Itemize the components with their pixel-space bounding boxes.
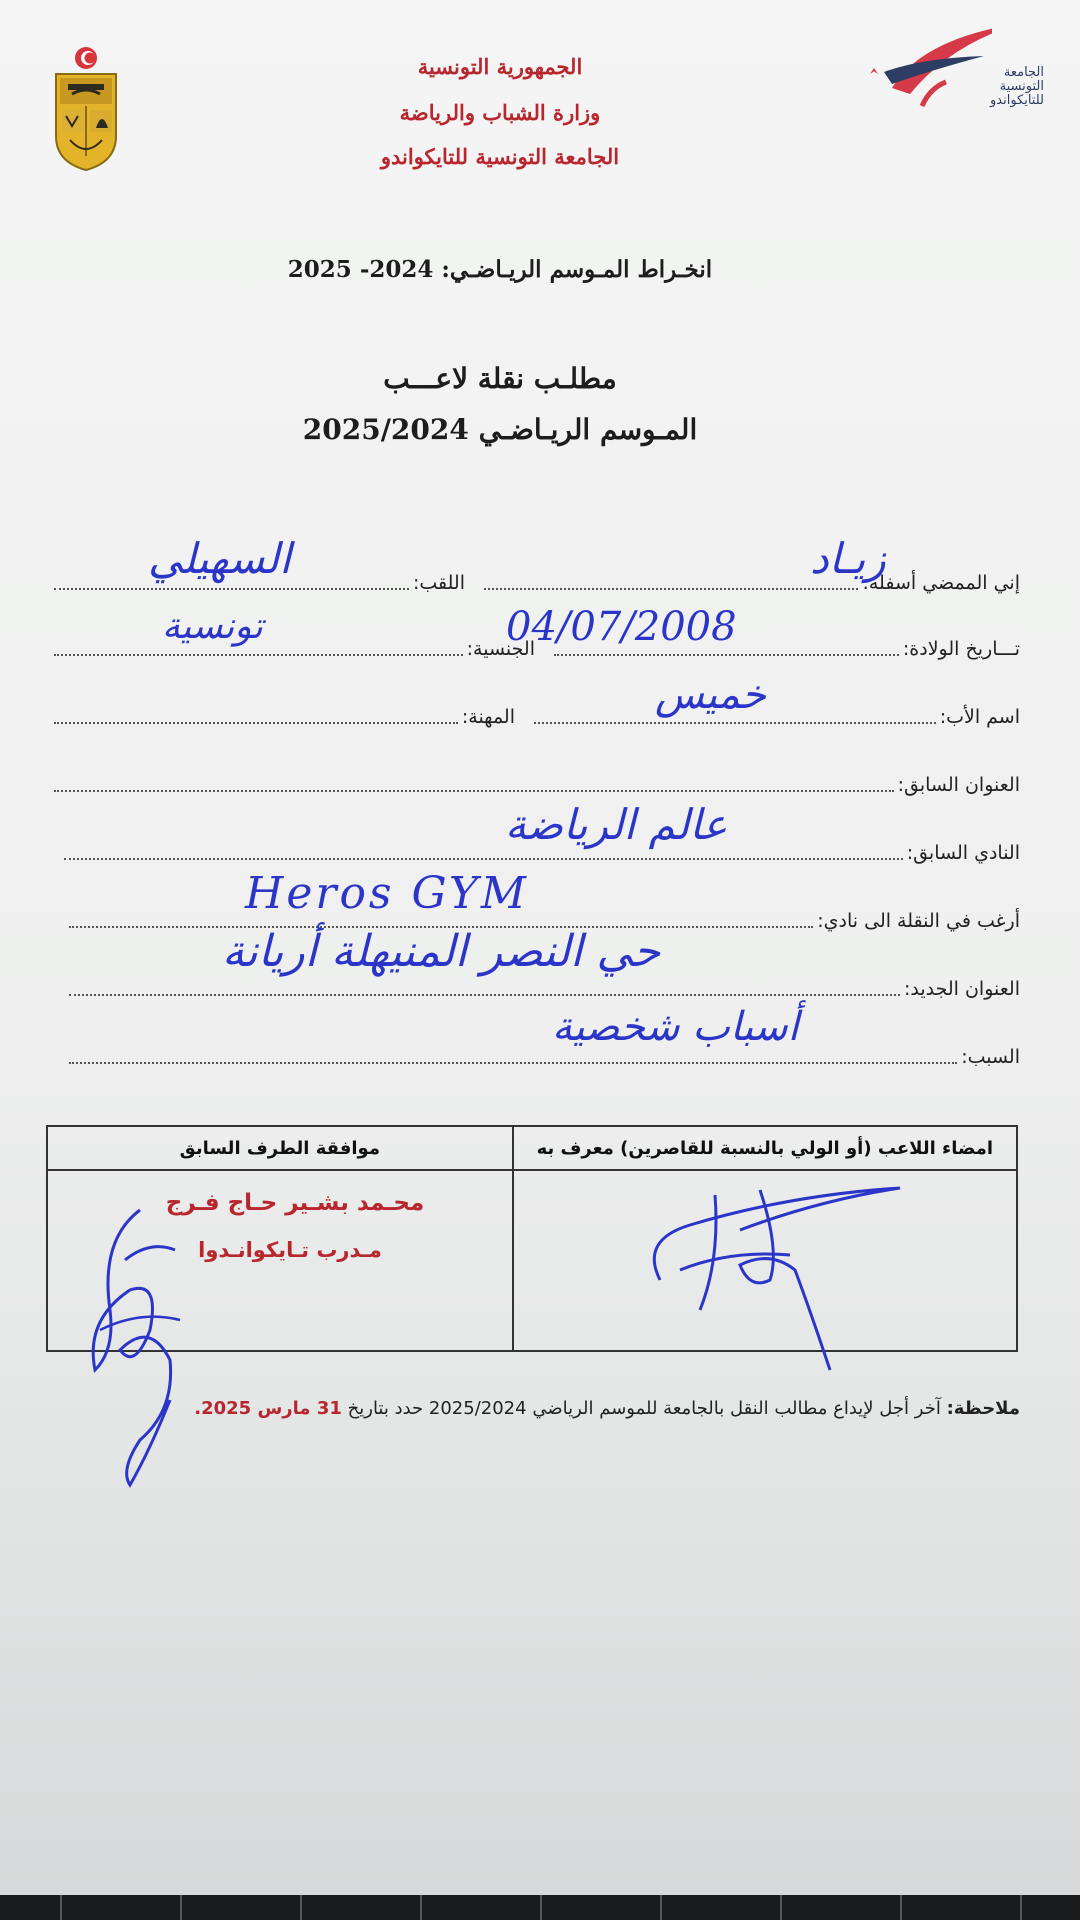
nationality-value: تونسية xyxy=(162,606,263,647)
job-line xyxy=(54,721,458,724)
surname-value: السهيلي xyxy=(148,534,291,583)
coach-stamp-name: محـمد بشـير حـاج فـرج xyxy=(165,1190,425,1216)
new-address-label: العنوان الجديد: xyxy=(903,978,1020,1000)
surname-line xyxy=(54,587,409,590)
coach-signature-drawing xyxy=(80,1200,190,1490)
federation-logo-line3: للتايكواندو xyxy=(990,93,1044,108)
row-reason xyxy=(50,1024,1020,1074)
federation-logo-line1: الجامعة xyxy=(1003,65,1044,80)
dob-label: تـــاريخ الولادة: xyxy=(902,638,1020,660)
row-prev-address xyxy=(50,752,1020,802)
reason-line xyxy=(69,1061,957,1064)
dob-line xyxy=(554,653,899,656)
header-ministry: وزارة الشباب والرياضة xyxy=(399,100,601,125)
federation-logo-line2: التونسية xyxy=(999,79,1044,94)
new-address-value: حي النصر المنيهلة أريانة xyxy=(222,926,661,977)
father-label: اسم الأب: xyxy=(939,706,1020,728)
request-title: مطلـب نقلة لاعـــب xyxy=(383,362,617,395)
signer-line xyxy=(484,587,858,590)
federation-swoosh-icon xyxy=(862,18,992,118)
header-republic: الجمهورية التونسية xyxy=(417,54,583,79)
nationality-line xyxy=(54,653,463,656)
signer-label: إني الممضي أسفله: xyxy=(862,572,1020,594)
reason-value: أسباب شخصية xyxy=(552,1004,799,1050)
new-address-line xyxy=(69,993,900,996)
transfer-to-value: Heros GYM xyxy=(245,868,529,919)
nationality-label: الجنسية: xyxy=(466,638,535,660)
header-federation: الجامعة التونسية للتايكواندو xyxy=(380,144,620,169)
coach-stamp-role: مـدرب تـايكوانـدوا xyxy=(198,1238,382,1262)
signer-value: زيـاد xyxy=(810,534,886,583)
father-value: خميس xyxy=(655,672,766,718)
prev-address-label: العنوان السابق: xyxy=(897,774,1020,796)
note-text: آخر أجل لإيداع مطالب النقل بالجامعة للموسم الرياضي 2025/2024 حدد بتاريخ xyxy=(347,1398,941,1419)
note-label: ملاحظة: xyxy=(946,1398,1020,1419)
note-deadline: 31 مارس 2025. xyxy=(194,1398,342,1419)
surname-label: اللقب: xyxy=(412,572,465,594)
reason-label: السبب: xyxy=(961,1046,1020,1068)
enrollment-season-title: انخـراط المـوسم الريـاضـي: 2024- 2025 xyxy=(287,256,713,283)
row-father xyxy=(50,684,1020,734)
job-label: المهنة: xyxy=(461,706,515,728)
transfer-to-label: أرغب في النقلة الى نادي: xyxy=(817,910,1020,932)
tunisia-coat-of-arms-icon xyxy=(48,44,124,172)
prev-club-value: عالم الرياضة xyxy=(505,800,728,849)
father-line xyxy=(534,721,936,724)
player-signature-header: امضاء اللاعب (أو الولي بالنسبة للقاصرين) معرف به xyxy=(513,1126,1017,1170)
player-signature-drawing xyxy=(620,1170,920,1380)
dob-value: 04/07/2008 xyxy=(506,604,737,650)
prev-club-label: النادي السابق: xyxy=(906,842,1020,864)
federation-logo xyxy=(862,18,1052,123)
photo-background-strip xyxy=(0,1895,1080,1920)
prev-address-line xyxy=(54,789,894,792)
season-title: المـوسم الريـاضـي 2025/2024 xyxy=(302,413,698,446)
prev-club-line xyxy=(64,857,903,860)
note xyxy=(194,1398,1020,1419)
previous-party-header: موافقة الطرف السابق xyxy=(47,1126,513,1170)
